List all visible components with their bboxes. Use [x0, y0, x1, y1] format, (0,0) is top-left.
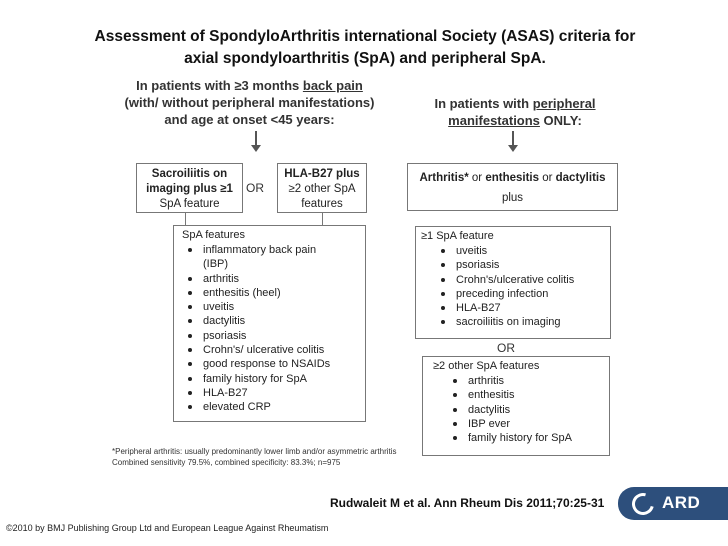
footnote-line-2: Combined sensitivity 79.5%, combined specificity: 83.3%; n=975	[112, 458, 341, 467]
list-item: family history for SpA	[447, 431, 609, 445]
list-item: dactylitis	[447, 403, 609, 417]
connector-line	[322, 213, 323, 225]
peripheral-manifestation-box	[407, 163, 618, 211]
peripheral-header-only: ONLY:	[539, 113, 582, 128]
hla-criteria-box	[277, 163, 367, 213]
peripheral-header-manifestations: manifestations	[448, 113, 540, 128]
axial-features-title: SpA features	[182, 229, 245, 241]
list-item: enthesitis (heel)	[182, 286, 365, 300]
title-line-2: axial spondyloarthritis (SpA) and peripheral SpA.	[184, 50, 546, 67]
citation: Rudwaleit M et al. Ann Rheum Dis 2011;70:25-31	[330, 496, 605, 510]
page-title	[20, 26, 710, 70]
peripheral-header-underlined: peripheral	[532, 96, 596, 111]
hla-box-line-1: HLA-B27 plus	[284, 168, 360, 180]
hla-box-line-3: features	[301, 198, 343, 210]
imaging-box-line-2: imaging plus ≥1	[146, 183, 233, 195]
hla-box-text	[278, 164, 366, 212]
peripheral-or-label: OR	[497, 341, 515, 355]
list-item: dactylitis	[182, 314, 365, 328]
ard-logo	[618, 487, 728, 520]
list-item: uveitis	[182, 300, 365, 314]
list-item: arthritis	[447, 374, 609, 388]
axial-or-label: OR	[246, 181, 264, 195]
peripheral-box2-title: ≥2 other SpA features	[433, 360, 540, 372]
axial-header-line-2: (with/ without peripheral manifestations)	[124, 95, 375, 110]
list-item: uveitis	[435, 244, 610, 258]
list-item: HLA-B27	[435, 301, 610, 315]
list-item: family history for SpA	[182, 372, 365, 386]
list-item: HLA-B27	[182, 386, 365, 400]
list-item: psoriasis	[182, 329, 365, 343]
enthesitis-label: enthesitis	[485, 172, 540, 184]
peripheral-box1-list	[421, 244, 610, 330]
footnote	[112, 446, 412, 468]
axial-header-line-1	[112, 77, 387, 94]
axial-criteria-header	[112, 77, 387, 128]
list-item: Crohn's/ ulcerative colitis	[182, 343, 365, 357]
down-arrow-icon	[255, 131, 257, 147]
list-item: inflammatory back pain	[182, 243, 365, 257]
peripheral-header-line-1	[415, 95, 615, 112]
peripheral-box1-title: ≥1 SpA feature	[421, 230, 494, 242]
imaging-box-line-3: SpA feature	[159, 198, 220, 210]
dactylitis-label: dactylitis	[555, 172, 606, 184]
list-item: Crohn's/ulcerative colitis	[435, 273, 610, 287]
connector-line	[185, 213, 186, 225]
axial-spa-features-box	[173, 225, 366, 422]
peripheral-box2-list	[433, 374, 609, 445]
copyright: ©2010 by BMJ Publishing Group Ltd and European League Against Rheumatism	[6, 523, 329, 533]
peripheral-header-text: In patients with	[434, 96, 533, 111]
imaging-box-text	[137, 164, 242, 212]
list-item: good response to NSAIDs	[182, 357, 365, 371]
list-item: (IBP)	[203, 258, 229, 271]
ard-logo-icon	[628, 489, 658, 519]
list-item: sacroiliitis on imaging	[435, 315, 610, 329]
title-line-1: Assessment of SpondyloArthritis international Society (ASAS) criteria for	[94, 28, 636, 45]
or-text: or	[468, 172, 486, 184]
list-item: arthritis	[182, 272, 365, 286]
axial-features-list	[182, 243, 365, 415]
list-item: preceding infection	[435, 287, 610, 301]
plus-label: plus	[501, 192, 524, 204]
peripheral-spa-feature-box	[415, 226, 611, 339]
list-item: enthesitis	[447, 388, 609, 402]
axial-header-text: In patients with ≥3 months	[136, 78, 303, 93]
list-item: elevated CRP	[182, 400, 365, 414]
peripheral-other-features-box	[422, 356, 610, 456]
ard-logo-text: ARD	[662, 493, 701, 512]
imaging-box-line-1: Sacroiliitis on	[151, 168, 228, 180]
list-item: IBP ever	[447, 417, 609, 431]
axial-header-back-pain: back pain	[302, 78, 363, 93]
peripheral-header-line-2	[415, 112, 615, 129]
peripheral-manifestation-text	[408, 164, 617, 186]
arthritis-label: Arthritis*	[419, 172, 469, 184]
peripheral-criteria-header	[415, 95, 615, 129]
hla-box-line-2: ≥2 other SpA	[288, 183, 356, 195]
imaging-criteria-box	[136, 163, 243, 213]
or-text: or	[539, 172, 556, 184]
footnote-line-1: *Peripheral arthritis: usually predominantly lower limb and/or asymmetric arthritis	[112, 447, 397, 456]
down-arrow-icon	[512, 131, 514, 147]
axial-header-line-3: and age at onset <45 years:	[164, 112, 335, 127]
list-item: psoriasis	[435, 258, 610, 272]
